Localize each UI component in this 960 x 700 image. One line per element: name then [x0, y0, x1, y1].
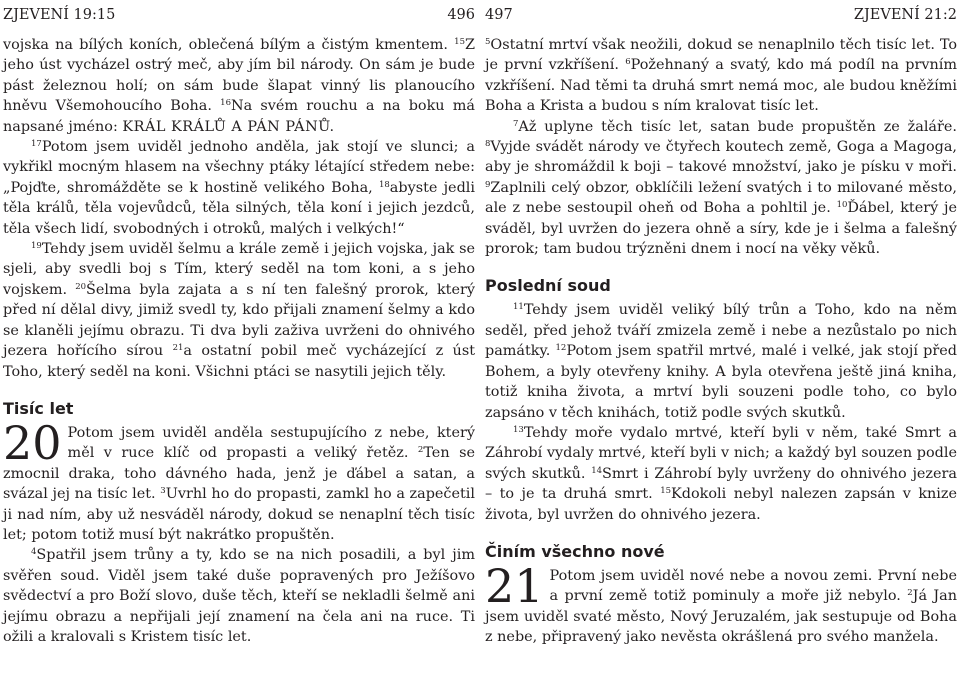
paragraph	[3, 35, 475, 137]
paragraph	[3, 415, 475, 545]
verse-text: vojska na bílých koních, oblečená bílým a čistým kmentem.	[3, 37, 448, 53]
verse-text: Z jeho úst vycházel ostrý meč, aby jím bil národy. On sám je bude pást železnou holí; on sám bude šlapat vinný lis planoucího hněvu Všemohoucího Boha.	[3, 37, 475, 115]
verse-text: Já Jan jsem uviděl svaté město, Nový Jeruzalém, jak sestupuje od Boha z nebe, připravený jako nevěsta okrášlená pro svého manžela.	[485, 588, 958, 646]
paragraph	[485, 558, 958, 648]
running-head-left	[3, 2, 475, 28]
left-page-text	[3, 35, 475, 647]
verse-text: Vyjde svádět národy ve čtyřech koutech země, Goga a Magoga, aby je shromáždil k boji – takové množství, jako je písku v moři.	[485, 139, 957, 176]
section-heading: Tisíc let	[3, 398, 74, 418]
paragraph	[3, 545, 475, 647]
chapter-number: 21	[485, 558, 544, 613]
verse-text: Potom jsem spatřil mrtvé, malé i velké, jak stojí před Bohem, a byly otevřeny knihy. A byla otevřena ještě jiná kniha, totiž kniha života, a mrtví byli souzeni podle toho, co bylo zapsáno v těch knihách, totiž podle svých skutků.	[485, 343, 958, 421]
verse-number: 8	[485, 139, 491, 150]
verse-number: 17	[31, 139, 42, 150]
paragraph	[3, 239, 475, 382]
page-number: 496	[447, 7, 475, 23]
verse-number: 7	[513, 118, 519, 129]
verse-number: 10	[836, 200, 848, 211]
paragraph	[485, 300, 957, 422]
verse-number: 11	[513, 302, 524, 313]
verse-number: 3	[160, 486, 166, 497]
divine-name: KRÁL KRÁLŮ A PÁN PÁNŮ.	[122, 118, 335, 135]
running-head-right	[485, 2, 957, 28]
verse-text: Na svém rouchu a na boku má napsané jméno:	[3, 98, 476, 135]
verse-text: Požehnaný a svatý, kdo má podíl na prvním vzkříšení. Nad těmi ta druhá smrt nemá moc, ale budou kněžími Boha a Krista a budou s ním kralovat tisíc let.	[485, 57, 957, 115]
verse-number: 14	[591, 465, 603, 476]
paragraph	[485, 35, 957, 117]
verse-number: 18	[378, 179, 390, 190]
verse-text: Tehdy moře vydalo mrtvé, kteří byli v něm, také Smrt a Záhrobí vydaly mrtvé, kteří byli v nich; a každý byl souzen podle svých skutků.	[485, 424, 957, 482]
verse-text: Spatřil jsem trůny a ty, kdo se na nich posadili, a byl jim svěřen soud. Viděl jsem také duše popravených pro Ježíšovo svědectví a pro Boží slovo, duše těch, kteří se nekladli šelmě ani jejímu obrazu a nepřijali její znamení na čela ani na ruce. Ti ožili a kralovali s Kristem tisíc let.	[3, 547, 475, 645]
verse-number: 19	[31, 241, 42, 252]
paragraph	[485, 117, 957, 260]
verse-number: 15	[660, 486, 672, 497]
chapter-number: 20	[3, 415, 62, 470]
verse-number: 4	[31, 547, 37, 558]
verse-text: Tehdy jsem uviděl šelmu a krále země i jejich vojska, jak se sjeli, aby svedli boj s Tím, který seděl na tom koni, a s jeho vojskem.	[3, 241, 475, 298]
verse-text: Ďábel, který je sváděl, byl uvržen do jezera ohně a síry, kde je i šelma a falešný prorok; tam budou trýzněni dnem i nocí na věky věků.	[485, 200, 957, 258]
verse-text: Potom jsem uviděl jednoho anděla, jak stojí ve slunci; a vykřikl mocným hlasem na všechny ptáky létající středem nebe: „Pojďte, shromážděte se k hostině velikého Boha,	[3, 139, 475, 196]
verse-number: 2	[907, 588, 913, 599]
verse-text: Až uplyne těch tisíc let, satan bude propuštěn ze žaláře.	[518, 118, 957, 135]
verse-number: 6	[625, 57, 631, 68]
right-page-text	[485, 35, 957, 648]
verse-text: Šelma byla zajata a s ní ten falešný prorok, který před ní dělal divy, jimiž svedl ty, kdo přijali znamení šelmy a kdo se klaněli jejímu obrazu. Ti dva byli zaživa uvrženi do ohnivého jezera hořícího sírou	[3, 281, 475, 360]
running-head-reference: ZJEVENÍ 21:2	[853, 7, 957, 23]
section-heading: Poslední soud	[485, 276, 611, 296]
verse-number: 5	[485, 37, 491, 47]
verse-text: Potom jsem uviděl nové nebe a novou zemi. První nebe a první země totiž pominuly a moře již nebylo.	[549, 567, 957, 605]
verse-text: Ten se zmocnil draka, toho dávného hada, jenž je ďábel a satan, a svázal jej na tisíc let.	[3, 445, 475, 503]
paragraph	[3, 137, 475, 239]
verse-number: 20	[75, 281, 87, 292]
page-number: 497	[485, 7, 513, 23]
verse-text: Potom jsem uviděl anděla sestupujícího z nebe, který měl v ruce klíč od propasti a veliký řetěz.	[67, 424, 475, 462]
paragraph	[485, 423, 957, 525]
verse-text: Uvrhl ho do propasti, zamkl ho a zapečetil ji nad ním, aby už nesváděl národy, dokud se nenaplní těch tisíc let; potom totiž musí být nakrátko propuštěn.	[3, 486, 475, 543]
verse-number: 9	[485, 179, 491, 190]
running-head-reference: ZJEVENÍ 19:15	[3, 7, 116, 23]
verse-text: Tehdy jsem uviděl veliký bílý trůn a Toho, kdo na něm seděl, před jehož tváří zmizela země i nebe a nezůstalo po nich památky.	[485, 302, 957, 360]
verse-number: 21	[172, 343, 184, 354]
verse-number: 16	[220, 98, 231, 109]
right-page	[480, 0, 960, 700]
verse-text: Zaplnili celý obzor, obklíčili ležení svatých i to milované město, ale z nebe sestoupil oheň od Boha a pohltil je.	[485, 179, 957, 217]
verse-number: 13	[513, 424, 524, 435]
verse-text: Kdokoli nebyl nalezen zapsán v knize života, byl uvržen do ohnivého jezera.	[485, 486, 958, 523]
verse-number: 15	[454, 37, 465, 47]
verse-text: a ostatní pobil meč vycházející z úst Toho, který seděl na koni. Všichni ptáci se nasytili jejich těly.	[3, 343, 475, 380]
verse-number: 12	[555, 343, 567, 354]
verse-text: abyste jedli těla králů, těla vojevůdců, těla silných, těla koní i jejich jezdců, těla všech lidí, svobodných i otroků, malých i velkých!“	[3, 179, 475, 237]
section-heading: Činím všechno nové	[485, 541, 665, 561]
verse-text: Ostatní mrtví však neožili, dokud se nenaplnilo těch tisíc let. To je první vzkříšení.	[485, 37, 957, 74]
verse-text: Smrt i Záhrobí byly uvrženy do ohnivého jezera – to je ta druhá smrt.	[485, 465, 957, 503]
verse-number: 2	[417, 445, 424, 456]
